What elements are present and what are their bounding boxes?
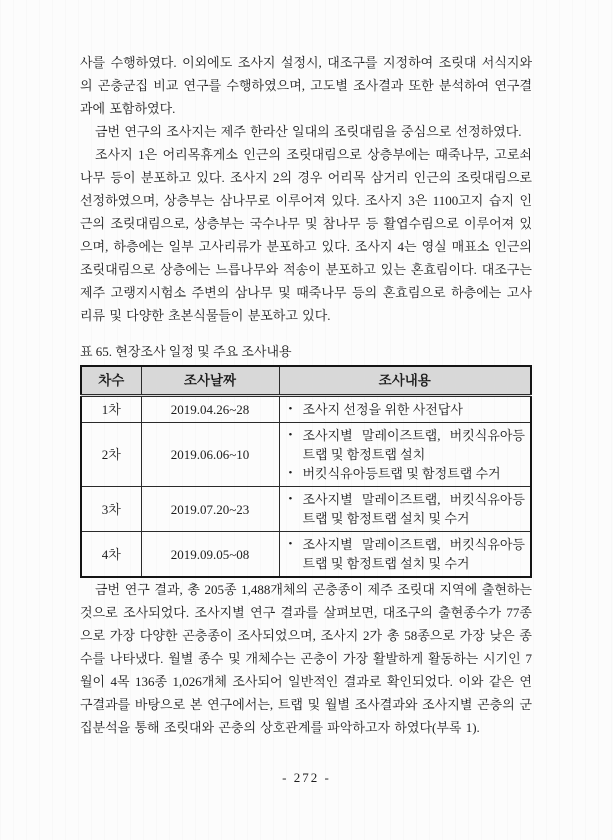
- bullet-icon: •: [288, 403, 293, 415]
- table-header-row: [81, 366, 531, 396]
- bullet-text: 조사지별 말레이즈트랩, 버킷식유아등트랩 및 함정트랩 설치 및 수거: [302, 537, 525, 571]
- bullet-text: 조사지별 말레이즈트랩, 버킷식유아등트랩 및 함정트랩 설치: [302, 428, 525, 462]
- paragraph-site-descriptions: 조사지 1은 어리목휴게소 인근의 조릿대림으로 상층부에는 때죽나무, 고로쇠나무 등이 분포하고 있다. 조사지 2의 경우 어리목 삼거리 인근의 조릿대림으로 선정하였으며, 상층부는 삼나무로 이루어져 있다. 조사지 3은 1100고지 습지 인근의 조릿대림으로, 상층부는 국수나무 및 참나무 등 활엽수림으로 이루어져 있으며, 하층에는 일부 고사리류가 분포하고 있다. 조사지 4는 영실 매표소 인근의 조릿대림으로 상층에는 느릅나무와 적송이 분포하고 있는 혼효림이다. 대조구는 제주 고랭지시험소 주변의 삼나무 및 때죽나무 등의 혼효림으로 하층에는 고사리류 및 다양한 초본식물들이 분포하고 있다.: [80, 147, 532, 323]
- cell-order: 1차: [81, 396, 141, 423]
- bullet-item: [285, 535, 526, 573]
- page-number: - 272 -: [282, 770, 331, 785]
- header-cell-content: 조사내용: [279, 366, 531, 396]
- bullet-item: [285, 490, 526, 528]
- bullet-icon: •: [288, 467, 293, 479]
- paragraph-results-summary: 금번 연구 결과, 총 205종 1,488개체의 곤충종이 제주 조릿대 지역에 출현하는 것으로 조사되었다. 조사지별 연구 결과를 살펴보면, 대조구의 출현종수가 77종으로 가장 다양한 곤충종이 조사되었으며, 조사지 2가 총 58종으로 가장 낮은 종수를 나타냈다. 월별 종수 및 개체수는 곤충이 가장 활발하게 활동하는 시기인 7월이 4목 136종 1,026개체 조사되어 일반적인 결과로 확인되었다. 이와 같은 연구결과를 바탕으로 본 연구에서는, 트랩 및 월별 조사결과와 조사지별 곤충의 군집분석을 통해 조릿대와 곤충의 상호관계를 파악하고자 하였다(부록 1).: [80, 582, 532, 735]
- header-cell-date: 조사날짜: [141, 366, 279, 396]
- survey-schedule-table: [80, 365, 532, 578]
- cell-content: [279, 423, 531, 487]
- cell-date: 2019.07.20~23: [141, 487, 279, 532]
- table-row: [81, 423, 531, 487]
- bullet-text: 조사지별 말레이즈트랩, 버킷식유아등트랩 및 함정트랩 설치 및 수거: [302, 492, 525, 526]
- bullet-item: [285, 426, 526, 464]
- bullet-icon: •: [288, 429, 293, 441]
- table-caption: 표 65. 현장조사 일정 및 주요 조사내용: [80, 344, 292, 359]
- cell-date: 2019.04.26~28: [141, 396, 279, 423]
- cell-date: 2019.06.06~10: [141, 423, 279, 487]
- paragraph-study-site-intro: 금번 연구의 조사지는 제주 한라산 일대의 조릿대림을 중심으로 선정하였다.: [95, 124, 522, 139]
- cell-order: 2차: [81, 423, 141, 487]
- table-row: [81, 396, 531, 423]
- cell-content: [279, 487, 531, 532]
- cell-date: 2019.09.05~08: [141, 532, 279, 578]
- bullet-icon: •: [288, 538, 293, 550]
- table-row: [81, 487, 531, 532]
- bullet-text: 버킷식유아등트랩 및 함정트랩 수거: [302, 466, 501, 481]
- cell-content: [279, 396, 531, 423]
- bullet-item: [285, 400, 526, 419]
- paragraph-continuation: 사를 수행하였다. 이외에도 조사지 설정시, 대조구를 지정하여 조릿대 서식지와의 곤충군집 비교 연구를 수행하였으며, 고도별 조사결과 또한 분석하여 연구결과에 포함하였다.: [80, 55, 532, 116]
- cell-order: 4차: [81, 532, 141, 578]
- bullet-item: [285, 464, 526, 483]
- cell-content: [279, 532, 531, 578]
- bullet-text: 조사지 선정을 위한 사전답사: [302, 402, 463, 417]
- bullet-icon: •: [288, 493, 293, 505]
- cell-order: 3차: [81, 487, 141, 532]
- text-column: [80, 51, 532, 739]
- table-row: [81, 532, 531, 578]
- header-cell-order: 차수: [81, 366, 141, 396]
